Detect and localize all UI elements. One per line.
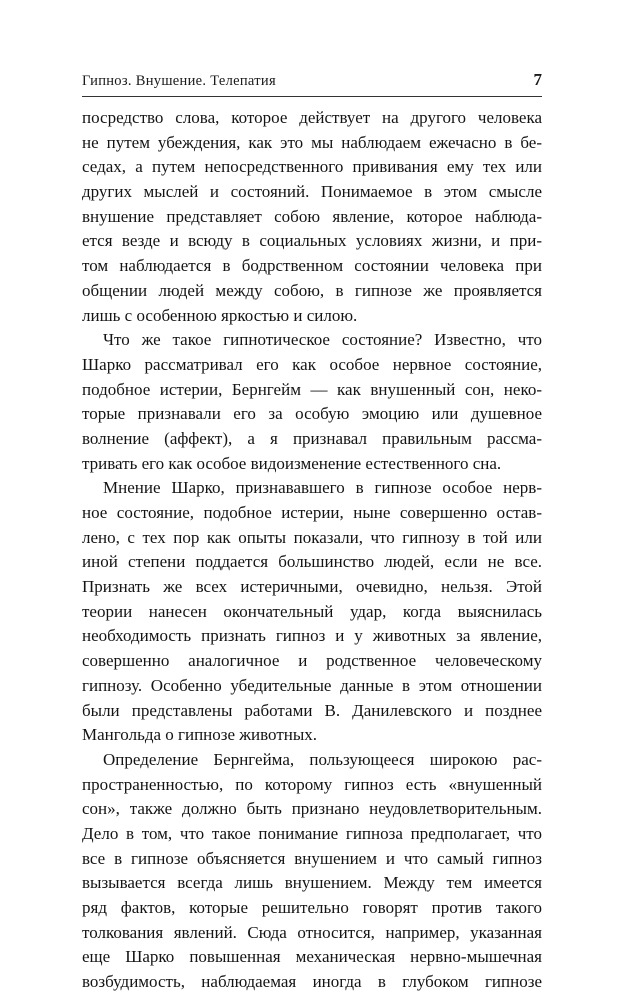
paragraph <box>82 476 542 748</box>
text-line: пространенностью, по которому гипноз есть «внушенный <box>82 774 542 794</box>
text-line: толкования явлений. Сюда относится, например, указанная <box>82 922 542 942</box>
text-line: были представлены работами В. Данилевского и позднее <box>82 700 542 720</box>
paragraph <box>82 328 542 476</box>
text-line: сон», также должно быть признано неудовлетворительным. <box>82 799 542 819</box>
text-line: лишь с особенною яркостью и силою. <box>82 305 358 325</box>
text-line: не путем убеждения, как это мы наблюдаем ежечасно в бе- <box>82 132 542 152</box>
text-line: необходимость признать гипноз и у животных за явление, <box>82 626 542 646</box>
text-line: Шарко рассматривал его как особое нервное состояние, <box>82 354 542 374</box>
text-line: Мнение Шарко, признававшего в гипнозе особое нерв- <box>103 478 542 498</box>
text-line: ется везде и всюду в социальных условиях жизни, и при- <box>82 231 542 251</box>
text-line: посредство слова, которое действует на другого человека <box>82 108 542 127</box>
running-title: Гипноз. Внушение. Телепатия <box>82 73 276 89</box>
text-line: торые признавали его за особую эмоцию или душевное <box>82 404 542 424</box>
text-line: волнение (аффект), а я признавал правильным рассма- <box>82 428 542 448</box>
text-line: седах, а путем непосредственного прививания ему тех или <box>82 157 542 177</box>
text-line: Мангольда о гипнозе животных. <box>82 725 318 745</box>
text-line: Что же такое гипнотическое состояние? Известно, что <box>103 330 542 350</box>
paragraph <box>82 748 542 995</box>
text-line: Признать же всех истеричными, очевидно, нельзя. Этой <box>82 577 542 597</box>
running-head <box>82 70 542 94</box>
page-number: 7 <box>533 70 542 89</box>
body-text <box>82 106 542 995</box>
text-line: других мыслей и состояний. Понимаемое в этом смысле <box>82 182 542 202</box>
text-line: еще Шарко повышенная механическая нервно-мышечная <box>82 947 542 967</box>
text-line: совершенно аналогичное и родственное человеческому <box>82 651 542 671</box>
text-line: лено, с тех пор как опыты показали, что гипнозу в той или <box>82 527 542 547</box>
text-line: все в гипнозе объясняется внушением и что самый гипноз <box>82 848 542 868</box>
text-line: общении людей между собою, в гипнозе же проявляется <box>82 280 542 300</box>
text-line: иной степени поддается большинство людей, если не все. <box>82 552 542 572</box>
text-line: Определение Бернгейма, пользующееся широкою рас- <box>103 749 542 769</box>
text-line: ное состояние, подобное истерии, ныне совершенно остав- <box>82 503 542 522</box>
text-line: гипнозу. Особенно убедительные данные в этом отношении <box>82 675 542 695</box>
paragraph <box>82 106 542 328</box>
header-rule <box>82 96 542 97</box>
text-line: возбудимость, наблюдаемая иногда в глубоком гипнозе <box>82 972 542 992</box>
text-line: внушение представляет собою явление, которое наблюда- <box>82 206 542 226</box>
text-line: подобное истерии, Бернгейм — как внушенный сон, неко- <box>82 379 542 399</box>
text-line: теории нанесен окончательный удар, когда выяснилась <box>82 601 542 621</box>
text-line: ряд фактов, которые решительно говорят против такого <box>82 898 542 917</box>
text-line: тривать его как особое видоизменение естественного сна. <box>82 453 502 473</box>
text-line: вызывается всегда лишь внушением. Между тем имеется <box>82 873 542 893</box>
text-line: том наблюдается в бодрственном состоянии человека при <box>82 256 542 276</box>
text-line: Дело в том, что такое понимание гипноза предполагает, что <box>82 823 542 843</box>
